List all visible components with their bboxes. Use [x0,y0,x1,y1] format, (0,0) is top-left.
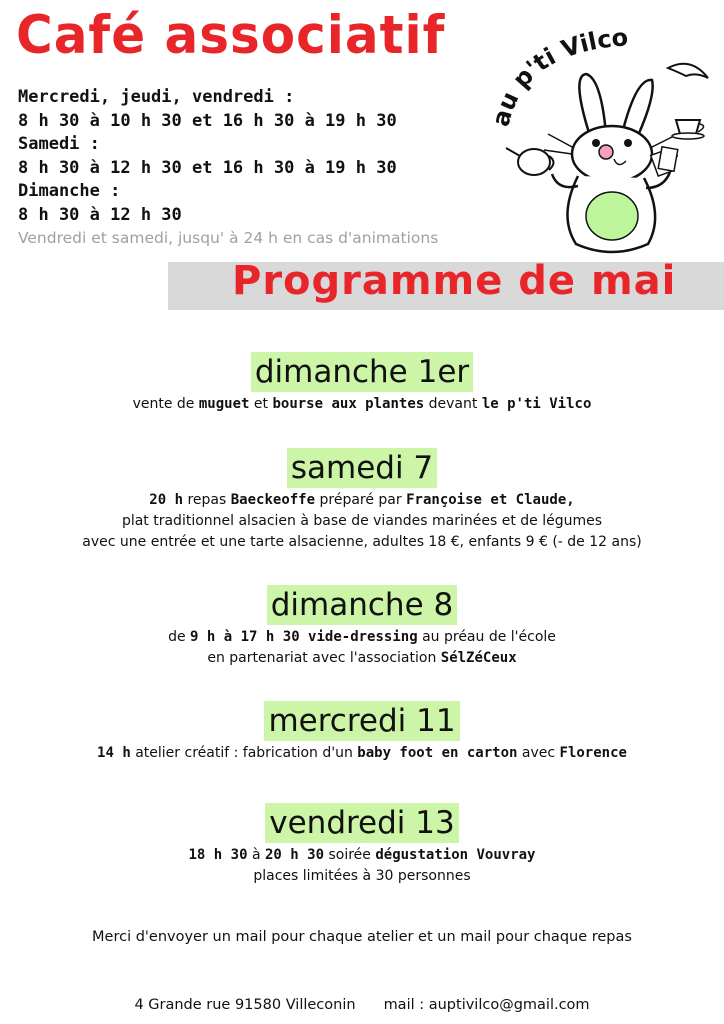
page-title: Café associatif [16,4,446,66]
event-text: places limitées à 30 personnes [253,868,471,884]
program-title: Programme de mai [232,258,677,304]
event-line [0,627,724,648]
event-highlight: Françoise et Claude, [406,492,575,508]
event-line [0,532,724,553]
rabbit-logo [486,16,716,256]
opening-hours [18,86,518,249]
event-details [0,627,724,669]
event-highlight: dégustation Vouvray [375,847,536,863]
event-highlight: SélZéCeux [440,650,517,666]
event-text: et [249,396,273,412]
event-line [0,866,724,887]
event-day: dimanche 8 [267,585,457,625]
event-highlight: Baeckeoffe [230,492,316,508]
event-highlight: 18 h 30 [188,847,248,863]
hours-line: Samedi : [18,134,100,154]
event-line [0,490,724,511]
footer-contact [0,997,724,1013]
event-details [0,845,724,887]
event-details [0,490,724,553]
event-text: à [247,847,265,863]
event [0,352,724,415]
event-text: atelier créatif : fabrication d'un [130,745,358,761]
event-highlight: 9 h à 17 h 30 vide-dressing [190,629,418,645]
event [0,701,724,764]
event-highlight: muguet [198,396,250,412]
event-details [0,743,724,764]
event-text: avec une entrée et une tarte alsacienne, adultes 18 €, enfants 9 € (- de 12 ans) [82,534,642,550]
event-line [0,394,724,415]
hours-line: 8 h 30 à 12 h 30 [18,204,182,225]
event-highlight: baby foot en carton [357,745,518,761]
event-day: vendredi 13 [265,803,458,843]
event-line [0,648,724,669]
event [0,448,724,553]
hours-line: 8 h 30 à 12 h 30 et 16 h 30 à 19 h 30 [18,157,397,178]
event-day: mercredi 11 [264,701,459,741]
email-link[interactable]: auptivilco@gmail.com [428,997,590,1013]
hours-note: Vendredi et samedi, jusqu' à 24 h en cas d'animations [18,229,439,247]
event-text: plat traditionnel alsacien à base de viandes marinées et de légumes [121,513,603,529]
mail-label: mail : [383,997,429,1013]
event-text: repas [183,492,231,508]
hours-line: Dimanche : [18,181,121,201]
event-highlight: 20 h [149,492,184,508]
hours-line: 8 h 30 à 10 h 30 et 16 h 30 à 19 h 30 [18,110,397,131]
footer-message: Merci d'envoyer un mail pour chaque atelier et un mail pour chaque repas [92,929,632,945]
event [0,585,724,669]
event-highlight: 20 h 30 [265,847,325,863]
event-day: dimanche 1er [251,352,473,392]
event-line [0,845,724,866]
logo-text: au p'ti Vilco [486,23,630,130]
event-highlight: Florence [559,745,627,761]
event-text: de [168,629,191,645]
event-text: vente de [132,396,199,412]
event-line [0,743,724,764]
event-line [0,511,724,532]
event-text: avec [517,745,560,761]
hours-line: Mercredi, jeudi, vendredi : [18,87,295,107]
event-highlight: bourse aux plantes [272,396,425,412]
event-text: soirée [324,847,376,863]
event-highlight: 14 h [97,745,131,761]
event-text: en partenariat avec l'association [207,650,441,666]
event-details [0,394,724,415]
event-text: au préau de l'école [417,629,556,645]
event-highlight: le p'ti Vilco [481,396,592,412]
event-text: préparé par [315,492,407,508]
event [0,803,724,887]
event-day: samedi 7 [287,448,437,488]
address: 4 Grande rue 91580 Villeconin [134,997,356,1013]
event-text: devant [424,396,482,412]
